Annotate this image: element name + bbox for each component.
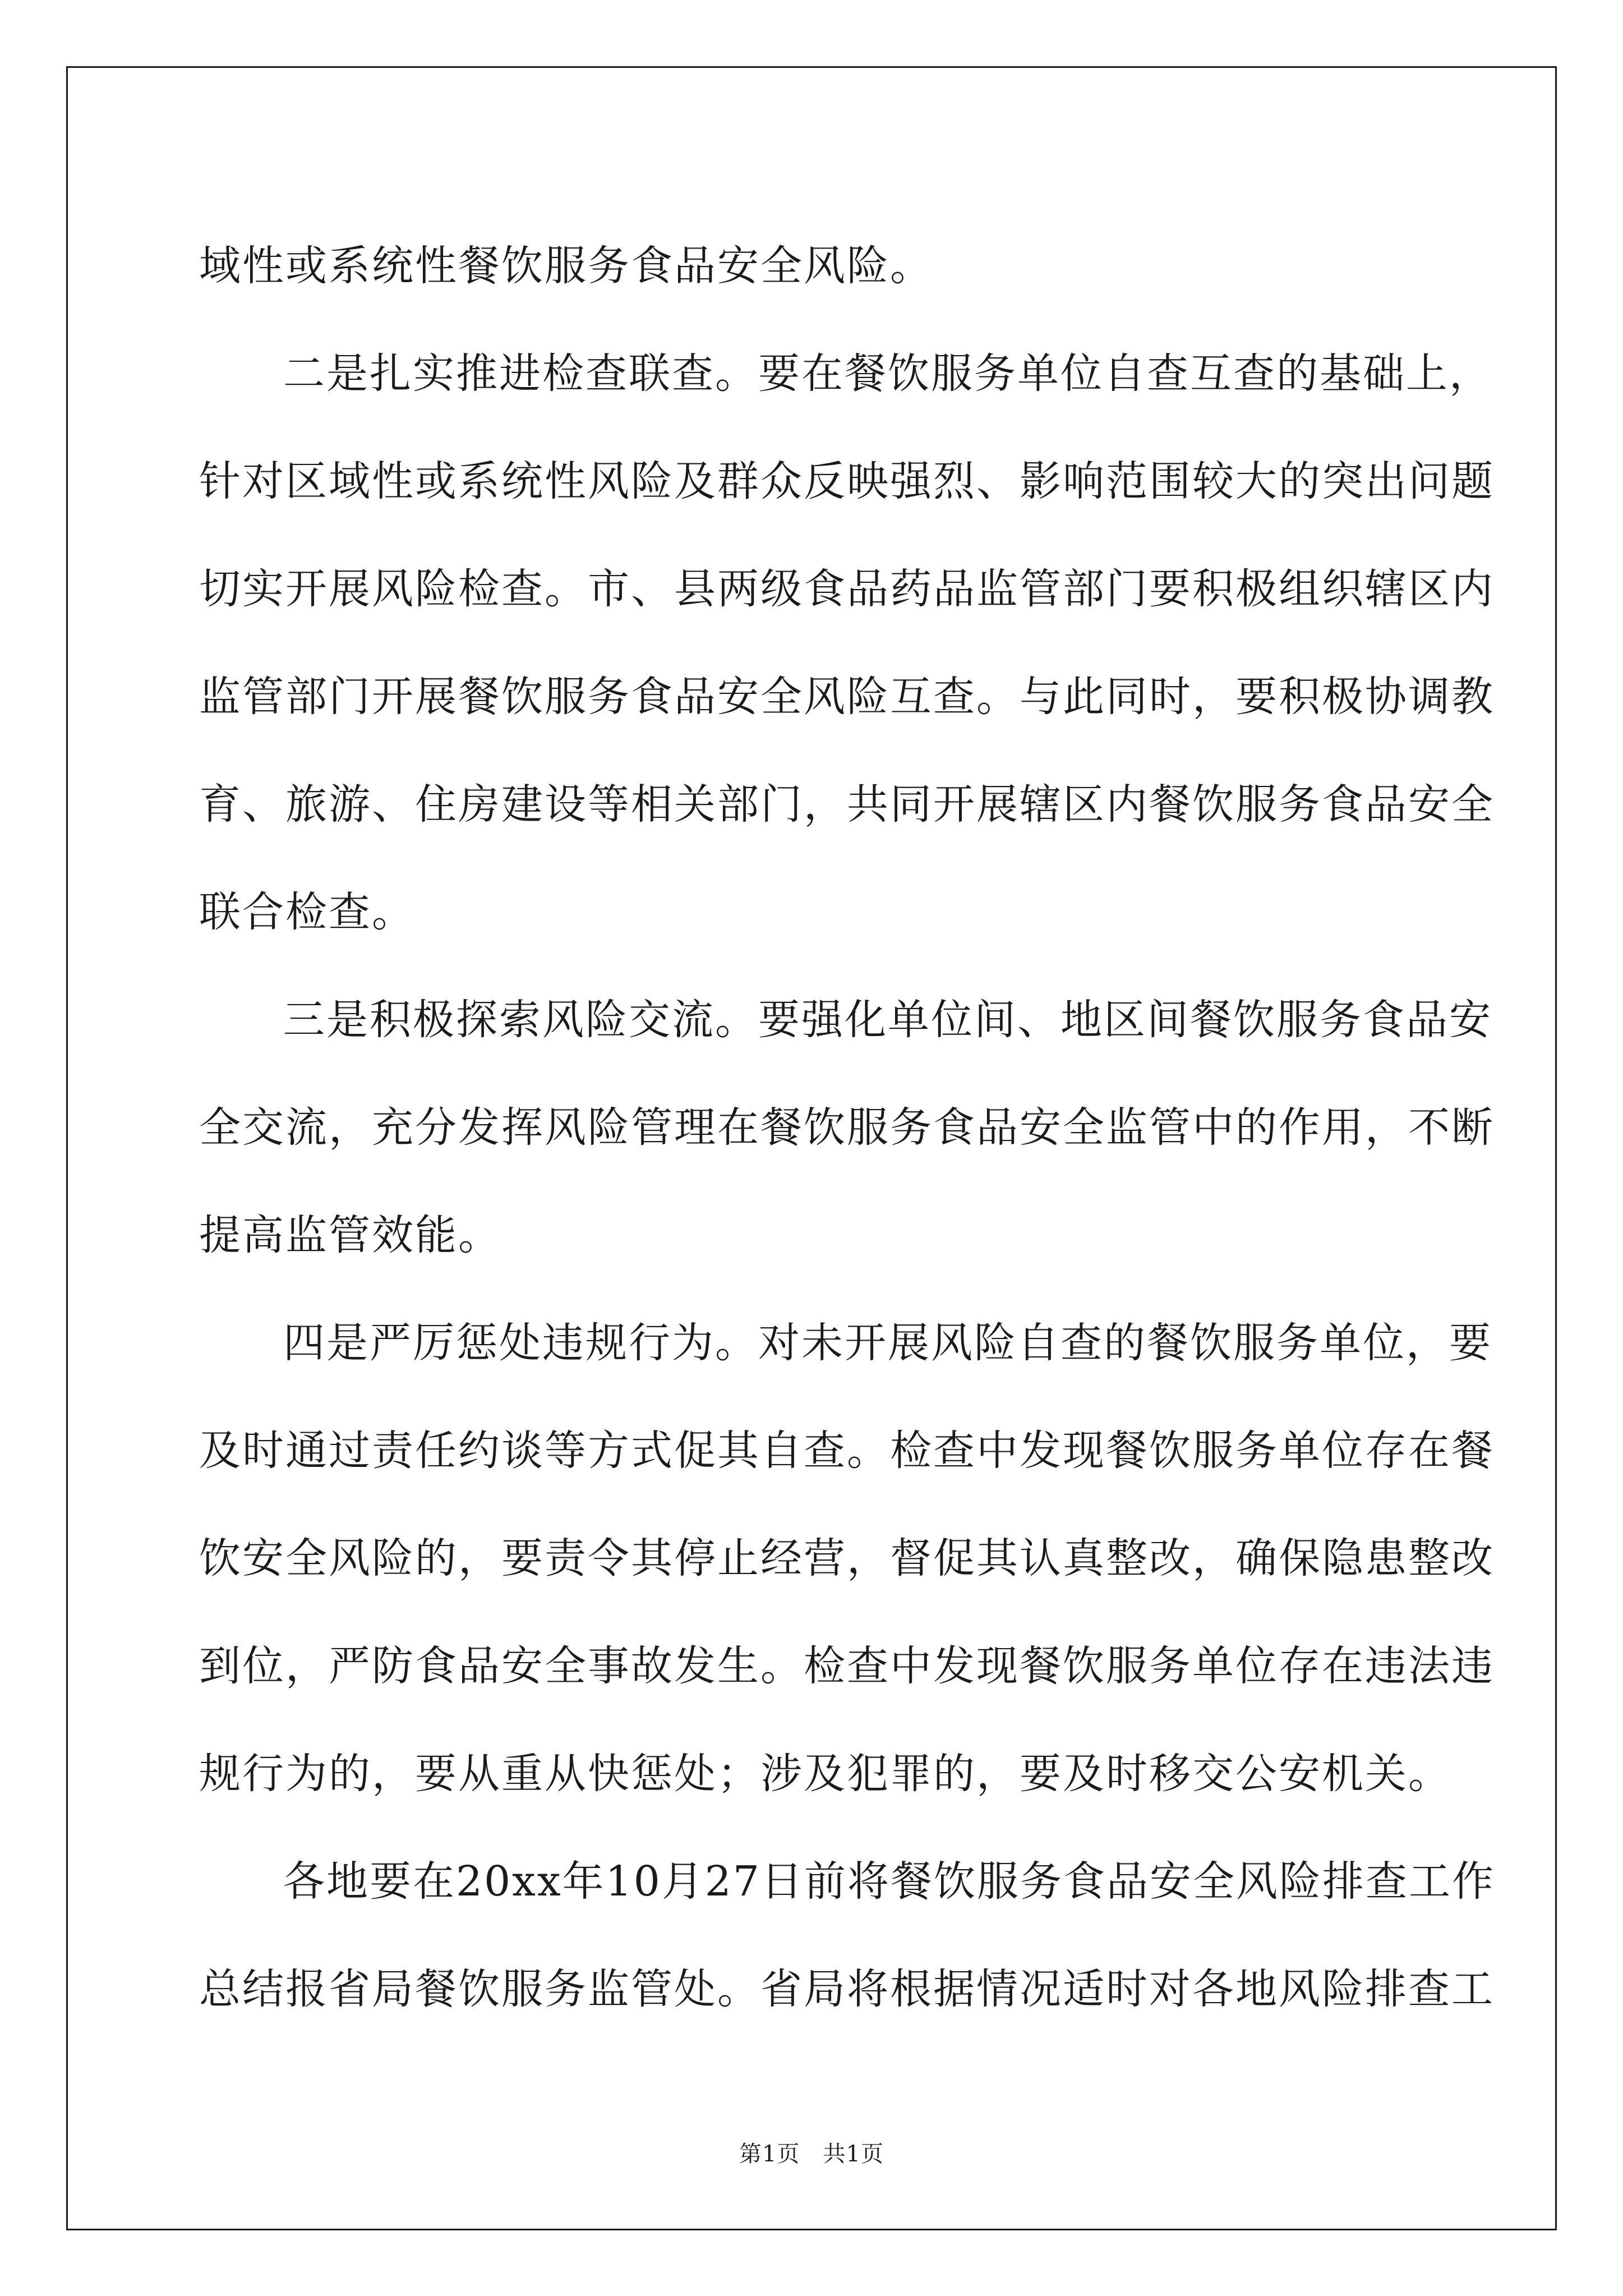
text-line: 域性或系统性餐饮服务食品安全风险。 bbox=[199, 242, 933, 290]
text-line: 二是扎实推进检查联查。要在餐饮服务单位自查互查的基础上， bbox=[283, 349, 1492, 398]
text-line: 三是积极探索风险交流。要强化单位间、地区间餐饮服务食品安 bbox=[283, 996, 1492, 1044]
text-line: 育、旅游、住房建设等相关部门，共同开展辖区内餐饮服务食品安全 bbox=[199, 780, 1495, 829]
text-line: 规行为的，要从重从快惩处；涉及犯罪的，要及时移交公安机关。 bbox=[199, 1750, 1451, 1798]
text-line: 饮安全风险的，要责令其停止经营，督促其认真整改，确保隐患整改 bbox=[199, 1534, 1495, 1582]
text-line: 监管部门开展餐饮服务食品安全风险互查。与此同时，要积极协调教 bbox=[199, 673, 1495, 721]
text-line: 切实开展风险检查。市、县两级食品药品监管部门要积极组织辖区内 bbox=[199, 565, 1495, 613]
text-line: 针对区域性或系统性风险及群众反映强烈、影响范围较大的突出问题 bbox=[199, 457, 1495, 505]
text-line: 全交流，充分发挥风险管理在餐饮服务食品安全监管中的作用，不断 bbox=[199, 1103, 1495, 1152]
document-body bbox=[199, 212, 1495, 2043]
text-line: 总结报省局餐饮服务监管处。省局将根据情况适时对各地风险排查工 bbox=[199, 1965, 1495, 2013]
text-line: 提高监管效能。 bbox=[199, 1211, 501, 1259]
text-line: 四是严厉惩处违规行为。对未开展风险自查的餐饮服务单位，要 bbox=[283, 1319, 1492, 1367]
page-number-footer: 第1页 共1页 bbox=[739, 2141, 884, 2167]
text-line: 联合检查。 bbox=[199, 888, 415, 936]
text-line: 及时通过责任约谈等方式促其自查。检查中发现餐饮服务单位存在餐 bbox=[199, 1427, 1495, 1475]
text-line: 各地要在20xx年10月27日前将餐饮服务食品安全风险排查工作 bbox=[283, 1857, 1495, 1906]
text-line: 到位，严防食品安全事故发生。检查中发现餐饮服务单位存在违法违 bbox=[199, 1642, 1495, 1690]
